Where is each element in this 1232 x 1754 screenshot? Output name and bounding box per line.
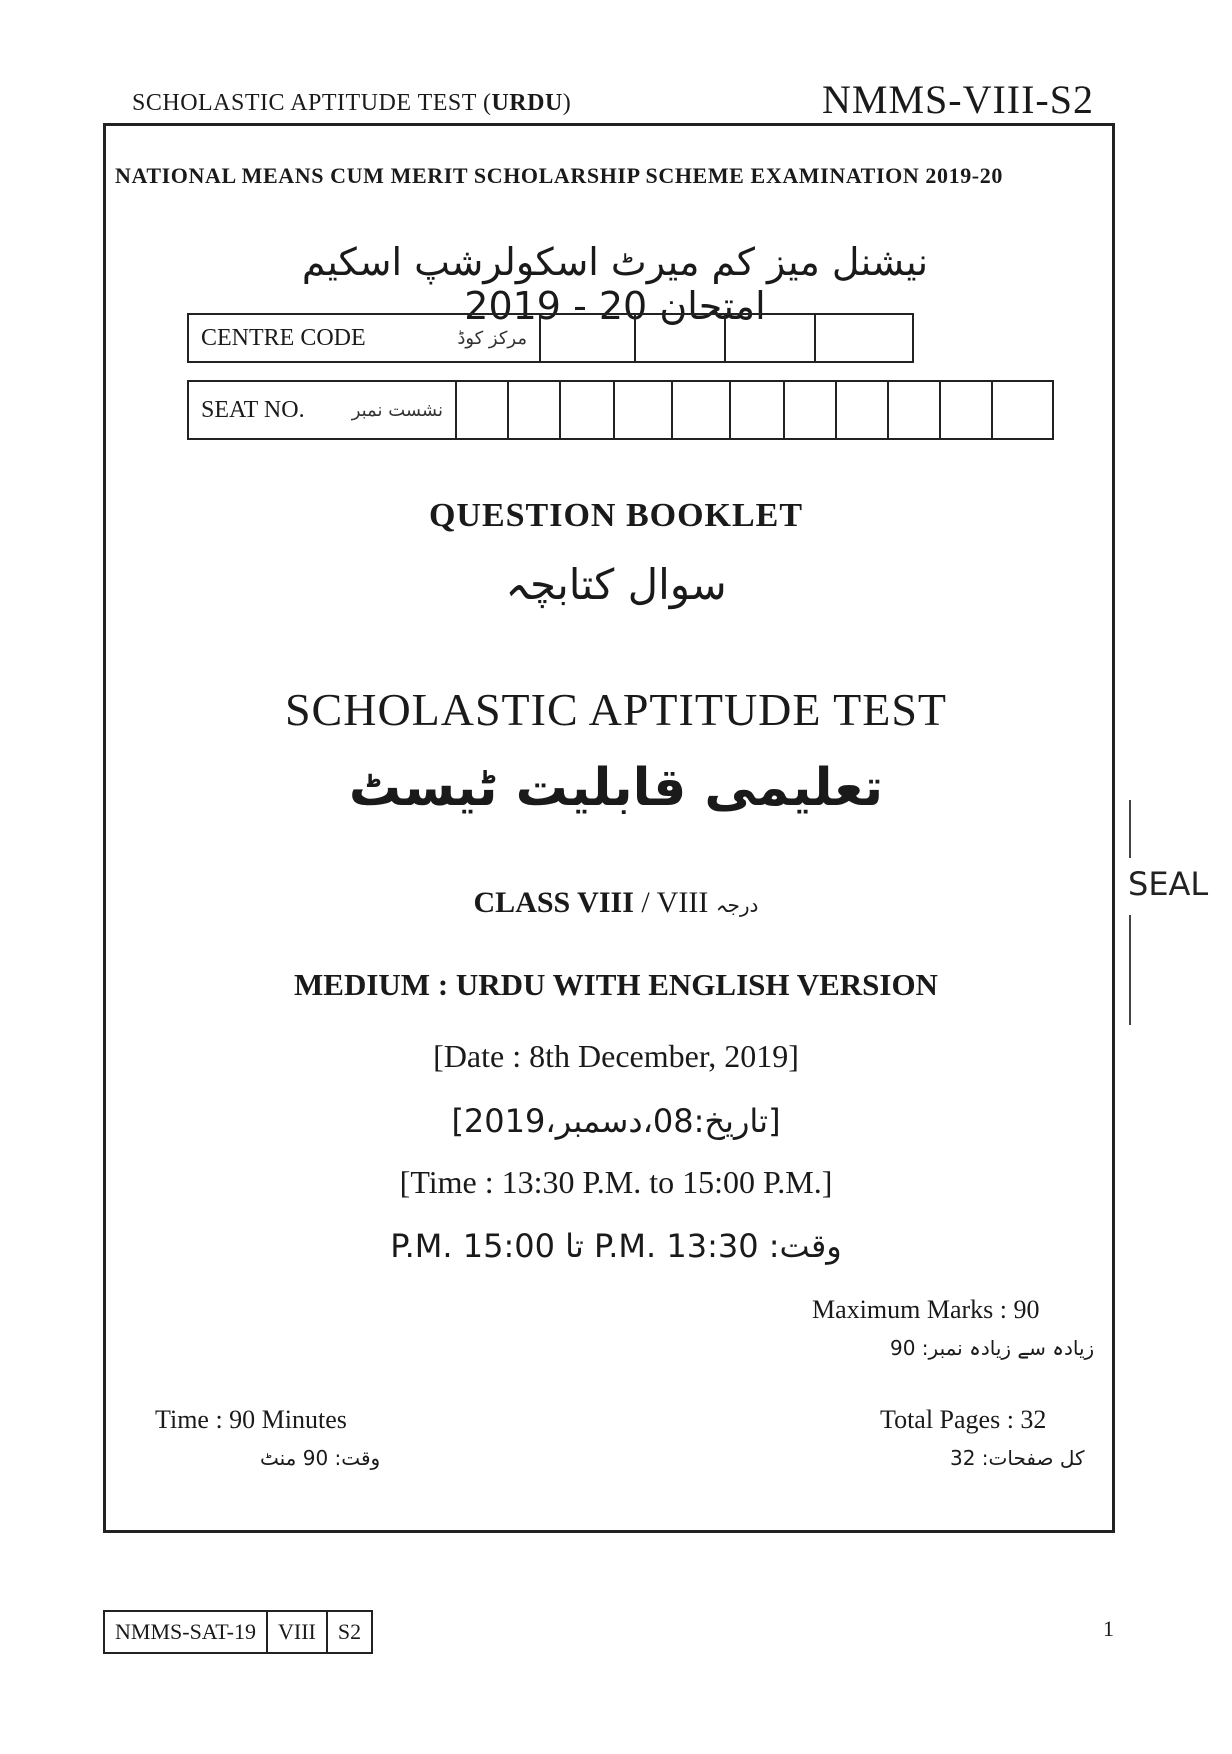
duration-ur: وقت: 90 منٹ — [260, 1446, 381, 1470]
seat-no-box[interactable] — [509, 382, 561, 438]
seat-no-box[interactable] — [615, 382, 673, 438]
test-title-ur: تعلیمی قابلیت ٹیسٹ — [348, 758, 884, 818]
max-marks-ur: زیادہ سے زیادہ نمبر: 90 — [890, 1336, 1095, 1360]
time-slot-ur: وقت: P.M. 13:30 تا P.M. 15:00 — [390, 1227, 842, 1265]
seat-no-box[interactable] — [941, 382, 993, 438]
centre-code-label: CENTRE CODE مرکز کوڈ — [189, 315, 541, 361]
seat-no-box[interactable] — [785, 382, 837, 438]
seal-line-top — [1129, 800, 1131, 858]
footer-code-box — [103, 1610, 373, 1654]
medium-line: MEDIUM : URDU WITH ENGLISH VERSION — [294, 967, 938, 1002]
duration-en: Time : 90 Minutes — [155, 1405, 347, 1434]
seal-label: SEAL — [1128, 865, 1209, 903]
exam-title-en: NATIONAL MEANS CUM MERIT SCHOLARSHIP SCHEME EXAMINATION 2019-20 — [115, 163, 1003, 188]
seat-no-box[interactable] — [889, 382, 941, 438]
total-pages-ur: کل صفحات: 32 — [950, 1446, 1085, 1470]
centre-code-box[interactable] — [726, 315, 816, 361]
total-pages-en: Total Pages : 32 — [880, 1405, 1047, 1434]
seat-no-box[interactable] — [673, 382, 731, 438]
centre-code-field[interactable] — [187, 313, 914, 363]
seat-no-label: SEAT NO. نشست نمبر — [189, 382, 457, 438]
booklet-title-en: QUESTION BOOKLET — [428, 497, 804, 534]
seat-no-box[interactable] — [993, 382, 1050, 438]
seat-no-box[interactable] — [837, 382, 889, 438]
footer-code: NMMS-SAT-19 — [105, 1612, 268, 1652]
class-line: CLASS VIII / VIII درجہ — [473, 886, 759, 919]
seal-line-bottom — [1129, 915, 1131, 1025]
test-title-en: SCHOLASTIC APTITUDE TEST — [284, 684, 948, 735]
seat-no-field[interactable] — [187, 380, 1054, 440]
max-marks-en: Maximum Marks : 90 — [812, 1295, 1040, 1324]
header-paper-code: NMMS-VIII-S2 — [822, 77, 1094, 122]
seat-no-box[interactable] — [457, 382, 509, 438]
seat-no-box[interactable] — [561, 382, 615, 438]
date-ur: [تاریخ:08،دسمبر،2019] — [451, 1102, 781, 1140]
header-subject: SCHOLASTIC APTITUDE TEST (URDU) — [132, 90, 572, 116]
booklet-title-ur: سوال کتابچہ — [505, 560, 727, 609]
footer-set: S2 — [337, 1619, 362, 1644]
centre-code-box[interactable] — [636, 315, 726, 361]
date-en: [Date : 8th December, 2019] — [433, 1038, 799, 1074]
footer-class: VIII — [268, 1612, 328, 1652]
centre-code-box[interactable] — [816, 315, 912, 361]
time-slot-en: [Time : 13:30 P.M. to 15:00 P.M.] — [399, 1164, 833, 1200]
centre-code-box[interactable] — [541, 315, 636, 361]
page-number: 1 — [1103, 1616, 1114, 1641]
seat-no-box[interactable] — [731, 382, 785, 438]
exam-title-ur: نیشنل میز کم میرٹ اسکولرشپ اسکیم امتحان 20 - 2019 — [301, 240, 929, 328]
